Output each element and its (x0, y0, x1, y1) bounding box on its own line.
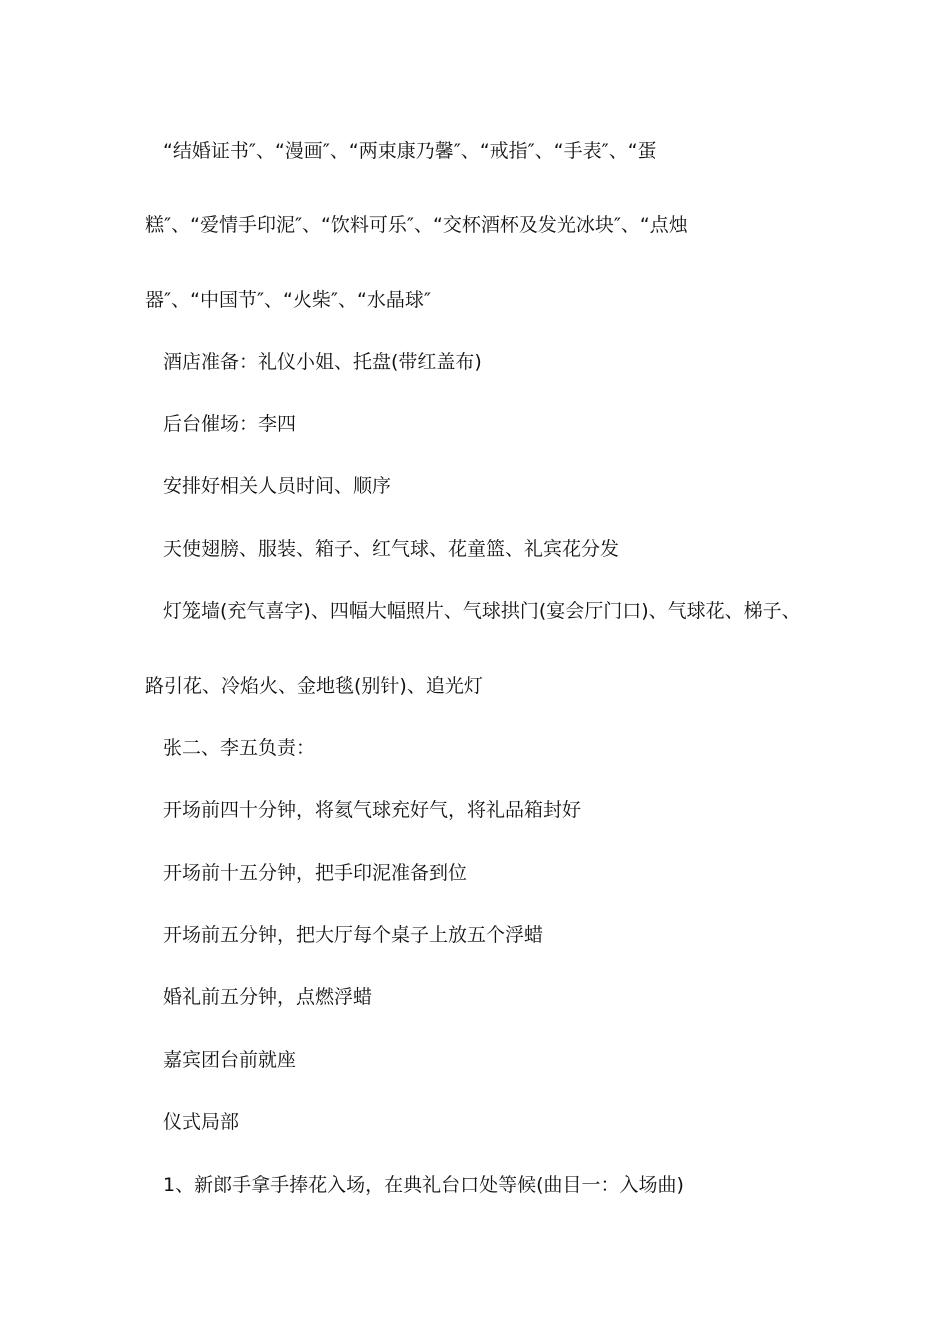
text-line-task-light: 婚礼前五分钟，点燃浮蜡 (163, 986, 373, 1008)
text-line-task-40min: 开场前四十分钟，将氦气球充好气，将礼品箱封好 (163, 799, 582, 821)
section-heading-ceremony: 仪式局部 (163, 1111, 240, 1133)
text-line-items-1: “结婚证书″、“漫画″、“两束康乃馨″、“戒指″、“手表″、“蛋 (163, 140, 657, 162)
text-line-responsible: 张二、李五负责： (163, 737, 316, 759)
text-line-step-1: 1、新郎手拿手捧花入场，在典礼台口处等候(曲目一：入场曲) (163, 1174, 684, 1196)
text-line-decor-1: 灯笼墙(充气喜字)、四幅大幅照片、气球拱门(宴会厅门口)、气球花、梯子、 (163, 600, 801, 622)
text-line-distribution: 天使翅膀、服装、箱子、红气球、花童篮、礼宾花分发 (163, 538, 620, 560)
text-line-guests: 嘉宾团台前就座 (163, 1049, 297, 1071)
text-line-hotel-prep: 酒店准备：礼仪小姐、托盘(带红盖布) (163, 351, 482, 373)
text-line-decor-2: 路引花、冷焰火、金地毯(别针)、追光灯 (145, 675, 483, 697)
text-line-items-2: 糕″、“爱情手印泥″、“饮料可乐″、“交杯酒杯及发光冰块″、“点烛 (145, 214, 688, 236)
text-line-items-3: 器″、“中国节″、“火柴″、“水晶球″ (145, 289, 431, 311)
text-line-schedule: 安排好相关人员时间、顺序 (163, 475, 392, 497)
text-line-backstage: 后台催场：李四 (163, 413, 297, 435)
text-line-task-15min: 开场前十五分钟，把手印泥准备到位 (163, 862, 468, 884)
text-line-task-5min: 开场前五分钟，把大厅每个桌子上放五个浮蜡 (163, 924, 544, 946)
